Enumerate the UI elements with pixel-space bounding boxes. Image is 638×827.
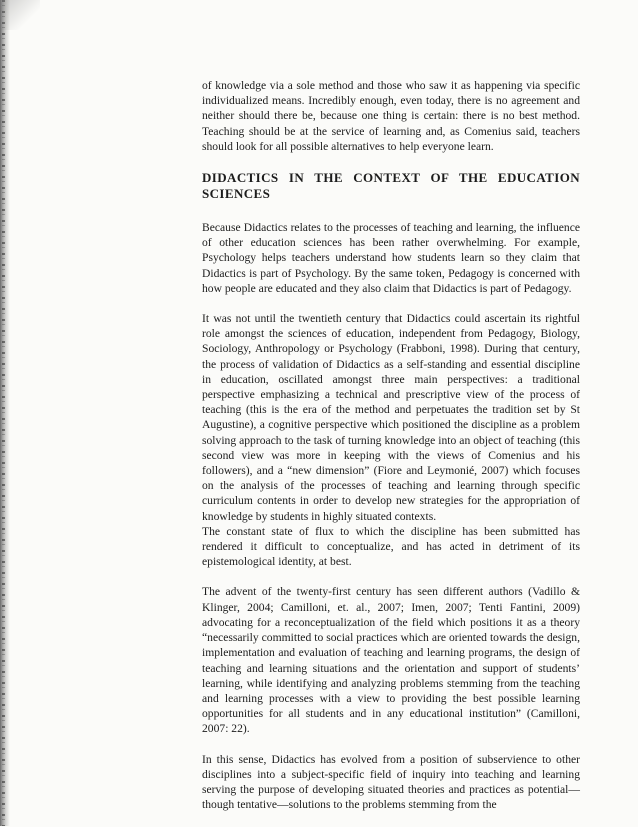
section-heading: DIDACTICS IN THE CONTEXT OF THE EDUCATION SCIENCES <box>202 170 580 202</box>
paragraph-subservience: In this sense, Didactics has evolved from a position of subservience to other disciplines into a subject-specific field of inquiry into teaching and learning serving the purpose of developing situated theories and practices as potential—though tentative—solutions to the problems stemming from the <box>202 752 580 812</box>
paragraph-intro-continued: of knowledge via a sole method and those who saw it as happening via specific individualized means. Incredibly enough, even today, there is no agreement and neither should there be, because one thing is certain: there is no best method. Teaching should be at the service of learning and, as Comenius said, teachers should look for all possible alternatives to help everyone learn. <box>202 79 580 153</box>
paragraph-influence: Because Didactics relates to the processes of teaching and learning, the influence of other education sciences has been rather overwhelming. For example, Psychology helps teachers understand how students learn so they claim that Didactics is part of Psychology. By the same token, Pedagogy is concerned with how people are educated and they also claim that Didactics is part of Pedagogy. <box>202 221 580 295</box>
document-body <box>202 78 580 827</box>
paragraph-twentieth-century: It was not until the twentieth century that Didactics could ascertain its rightful role amongst the sciences of education, independent from Pedagogy, Biology, Sociology, Anthropology or Psychology (Frabboni, 1998). During that century, the process of validation of Didactics as a self-standing and essential discipline in education, oscillated amongst three main perspectives: a traditional perspective emphasizing a technical and prescriptive view of the process of teaching (this is the era of the method and perpetuates the tradition set by St Augustine), a cognitive perspective which positioned the discipline as a problem solving approach to the task of turning knowledge into an object of teaching (this second view was more in keeping with the views of Comenius and his followers), and a “new dimension” (Fiore and Leymonié, 2007) which focuses on the analysis of the processes of teaching and learning through specific curriculum contents in order to develop new strategies for the appropriation of knowledge by students in highly situated contexts. <box>202 312 580 523</box>
scanned-page-edge <box>0 0 10 826</box>
paragraph-flux: The constant state of flux to which the discipline has been submitted has rendered it difficult to conceptualize, and has acted in detriment of its epistemological identity, at best. <box>202 524 580 569</box>
scan-corner-shadow <box>0 0 40 30</box>
paragraph-twenty-first-century: The advent of the twenty-first century has seen different authors (Vadillo & Klinger, 2004; Camilloni, et. al., 2007; Imen, 2007; Tenti Fantini, 2009) advocating for a reconceptualization of the field which positions it as a theory “necessarily committed to social practices which are oriented towards the design, implementation and evaluation of teaching and learning programs, the design of teaching and learning situations and the orientation and support of students’ learning, while identifying and analyzing problems stemming from the teaching and learning processes with a view to providing the best possible learning opportunities for all students and in any educational institution” (Camilloni, 2007: 22). <box>202 585 580 736</box>
